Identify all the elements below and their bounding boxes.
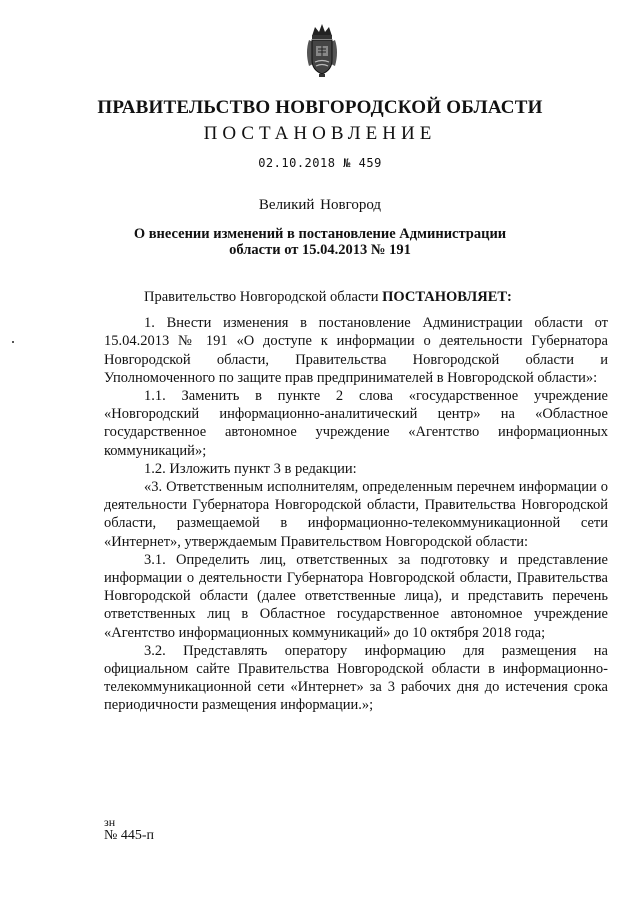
paragraph-1: 1. Внести изменения в постановление Администрации области от 15.04.2013 № 191 «О доступе к информации о деятельности Губернатора Новгородской области, Правительства Новгородской области и Уполномоченного по защите прав предпринимателей в Новгородской области»:	[104, 315, 608, 386]
document-type-title: ПОСТАНОВЛЕНИЕ	[203, 123, 437, 144]
document-subject	[130, 226, 510, 258]
subject-line-1: О внесении изменений в постановление Администрации	[133, 226, 507, 242]
document-footer	[104, 815, 154, 843]
author-initials: зн	[104, 815, 116, 829]
city-name: Великий Новгород	[258, 197, 382, 213]
subject-line-2: области от 15.04.2013 № 191	[229, 242, 411, 258]
date-and-number: 02.10.2018 № 459	[258, 156, 382, 170]
paragraph-1-2: 1.2. Изложить пункт 3 в редакции:	[144, 460, 357, 477]
coat-of-arms-emblem	[303, 22, 341, 80]
government-title: ПРАВИТЕЛЬСТВО НОВГОРОДСКОЙ ОБЛАСТИ	[97, 97, 543, 118]
margin-mark	[12, 341, 14, 343]
paragraph-1-1: 1.1. Заменить в пункте 2 слова «государственное учреждение «Новгородский информационно-аналитический центр» на «Областное государственное автономное учреждение «Агентство информационных коммуникаций»;	[104, 388, 608, 459]
paragraph-3-1: 3.1. Определить лиц, ответственных за подготовку и представление информации о деятельности Губернатора Новгородской области, Правительства Новгородской области (далее ответственные лица), и представить перечень ответственных лиц в Областное государственное автономное учреждение «Агентство информационных коммуникаций» до 10 октября 2018 года;	[104, 551, 608, 641]
document-body	[104, 288, 608, 715]
paragraph-3-2: 3.2. Представлять оператору информацию для размещения на официальном сайте Правительства Новгородской области в информационно-телекоммуникационной сети «Интернет» за 3 рабочих дня до истечения срока периодичности размещения информации.»;	[104, 642, 608, 714]
intro-paragraph	[104, 288, 608, 306]
intro-lead: Правительство Новгородской области	[144, 289, 383, 305]
internal-number: № 445-п	[104, 828, 155, 843]
paragraph-3: «3. Ответственным исполнителям, определенным перечнем информации о деятельности Губернатора Новгородской области, Правительства Новгородской области, размещаемой в информационно-телекоммуникационной сети «Интернет», утверждаемым Правительством Новгородской области:	[104, 479, 608, 550]
intro-resolves: ПОСТАНОВЛЯЕТ:	[382, 289, 512, 305]
